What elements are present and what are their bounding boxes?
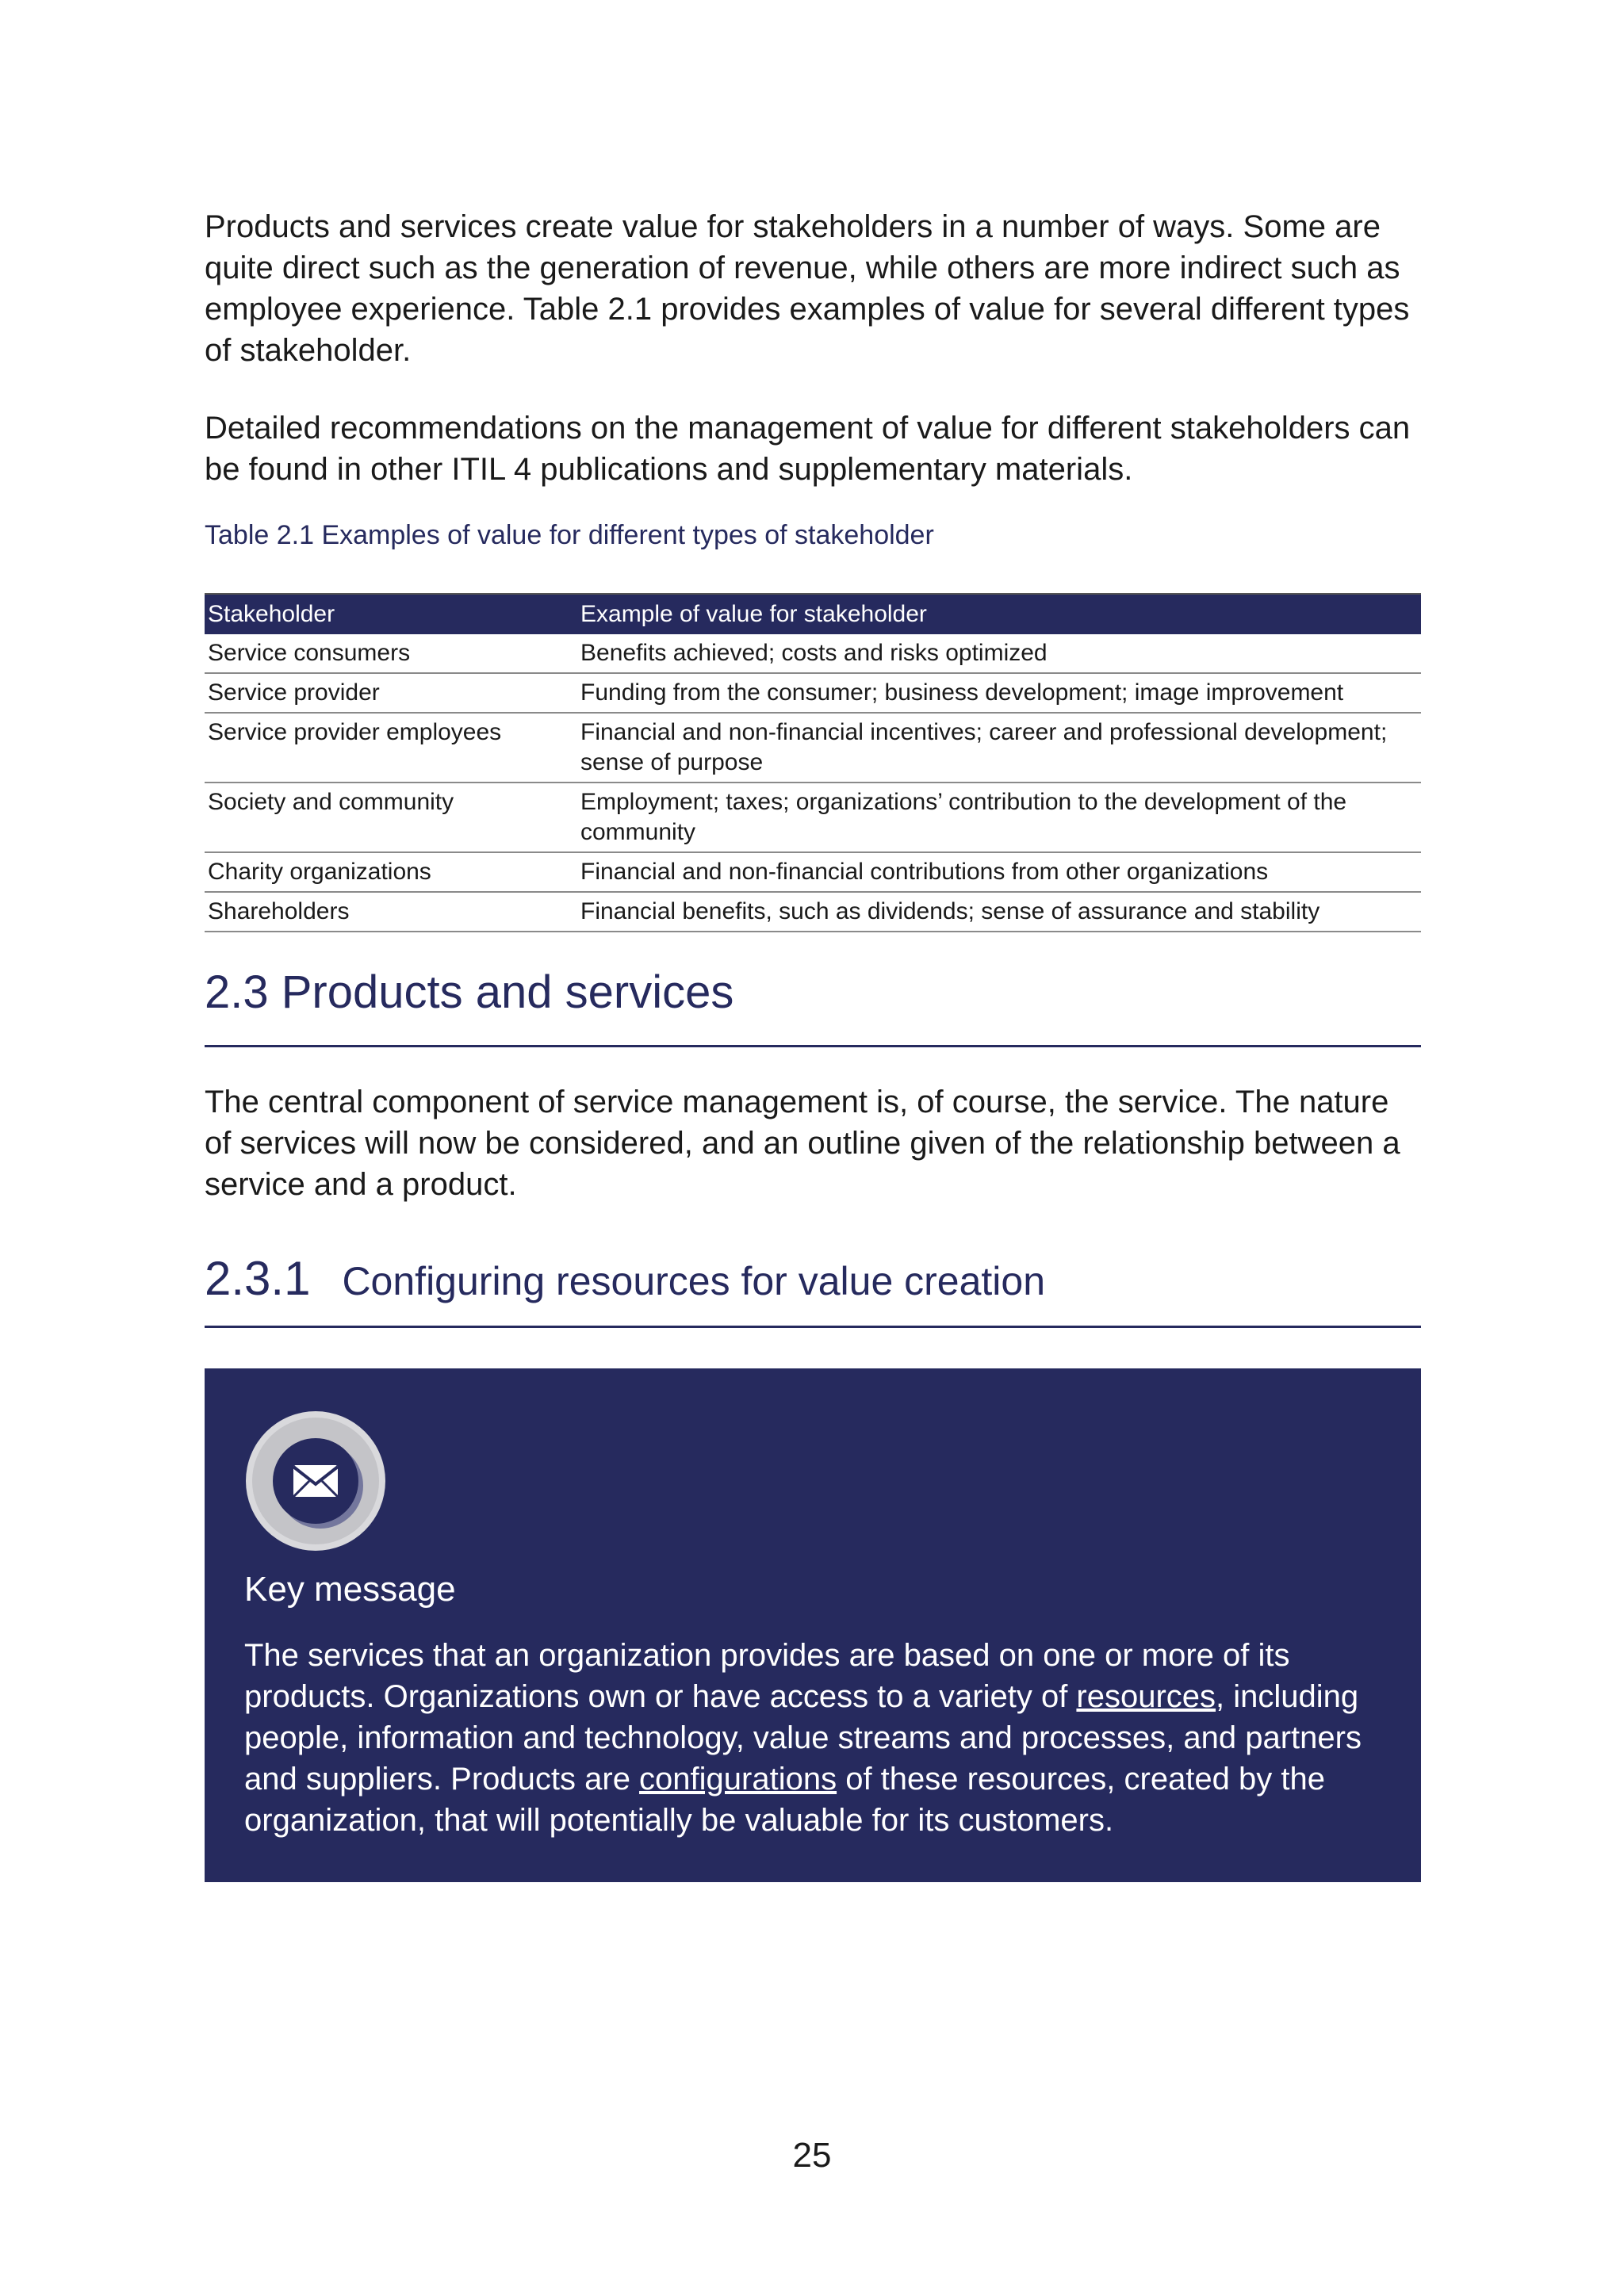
section-paragraph: The central component of service management is, of course, the service. The nature of services will now be considered, and an outline given of the relationship between a service and a product.	[205, 1085, 1400, 1202]
value-cell: Benefits achieved; costs and risks optimized	[577, 634, 1421, 673]
key-message-text	[244, 1635, 1402, 1841]
value-cell: Employment; taxes; organizations’ contribution to the development of the community	[577, 783, 1421, 852]
subsection-title: Configuring resources for value creation	[342, 1259, 1046, 1303]
column-header-example: Example of value for stakeholder	[577, 594, 1421, 634]
key-message-text-part: , including people, information and technology, value streams and processes, and partners and suppliers. Products are	[244, 1679, 1362, 1797]
configurations-link[interactable]: configurations	[639, 1762, 837, 1797]
stakeholder-cell: Service provider employees	[205, 713, 577, 783]
table-row	[205, 852, 1421, 892]
key-message-text-part: of these resources, created by the organization, that will potentially be valuable for its customers.	[244, 1762, 1325, 1838]
table-header-row	[205, 594, 1421, 634]
table-row	[205, 713, 1421, 783]
stakeholder-cell: Service provider	[205, 673, 577, 713]
table-row	[205, 634, 1421, 673]
subsection-number: 2.3.1	[205, 1252, 311, 1305]
value-cell: Financial and non-financial incentives; career and professional development; sense of purpose	[577, 713, 1421, 783]
stakeholder-cell: Charity organizations	[205, 852, 577, 892]
value-cell: Financial benefits, such as dividends; sense of assurance and stability	[577, 892, 1421, 932]
stakeholder-cell: Service consumers	[205, 634, 577, 673]
section-divider	[205, 1045, 1421, 1047]
key-message-title: Key message	[244, 1570, 456, 1609]
table-row	[205, 783, 1421, 852]
value-cell: Financial and non-financial contributions from other organizations	[577, 852, 1421, 892]
stakeholder-value-table	[205, 593, 1421, 932]
envelope-icon	[244, 1410, 387, 1552]
stakeholder-cell: Shareholders	[205, 892, 577, 932]
key-message-box	[205, 1368, 1421, 1882]
intro-paragraph-1: Products and services create value for stakeholders in a number of ways. Some are quite direct such as the generation of revenue, while others are more indirect such as employee experience. Table 2.1 provides examples of value for several different types of stakeholder.	[205, 209, 1410, 368]
table-row	[205, 892, 1421, 932]
section-heading: 2.3 Products and services	[205, 966, 734, 1018]
stakeholder-cell: Society and community	[205, 783, 577, 852]
column-header-stakeholder: Stakeholder	[205, 594, 577, 634]
resources-link[interactable]: resources	[1076, 1679, 1216, 1714]
subsection-heading	[205, 1251, 1045, 1306]
intro-paragraph-2: Detailed recommendations on the management of value for different stakeholders can be found in other ITIL 4 publications and supplementary materials.	[205, 411, 1411, 487]
table-caption: Table 2.1 Examples of value for different types of stakeholder	[205, 520, 934, 550]
page-number: 25	[792, 2136, 832, 2175]
table-row	[205, 673, 1421, 713]
value-cell: Funding from the consumer; business development; image improvement	[577, 673, 1421, 713]
subsection-divider	[205, 1326, 1421, 1328]
key-message-text-part: The services that an organization provides are based on one or more of its products. Organizations own or have access to a variety of	[244, 1638, 1290, 1714]
